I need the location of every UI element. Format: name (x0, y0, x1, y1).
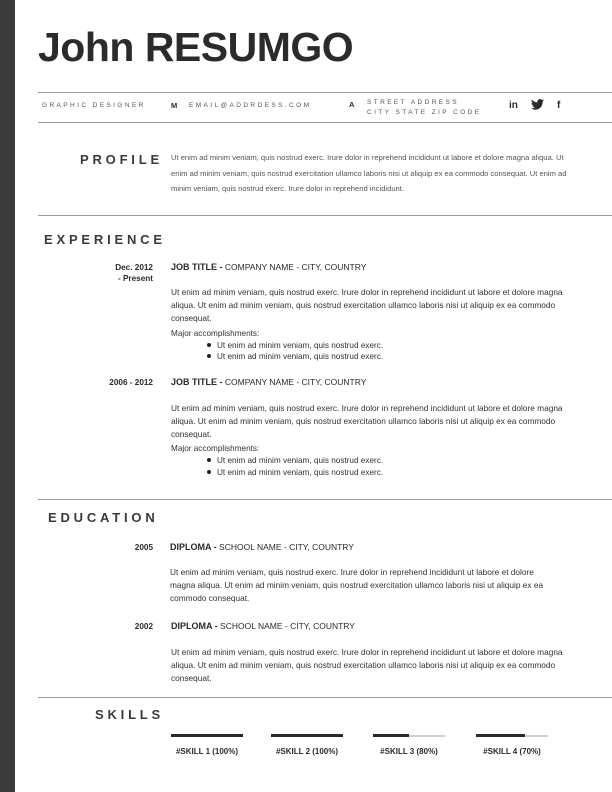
skill-4-label: #SKILL 4 (70%) (483, 747, 541, 756)
skill-2-label: #SKILL 2 (100%) (275, 747, 339, 756)
skills-heading: SKILLS (95, 707, 165, 722)
experience-1-bullet-2 (207, 352, 383, 361)
skill-1-bar-track (171, 735, 243, 737)
profile-heading: PROFILE (80, 152, 163, 167)
linkedin-icon[interactable]: in (509, 100, 518, 111)
experience-2-company: COMPANY NAME - CITY, COUNTRY (222, 377, 367, 387)
education-2-year: 2002 (134, 622, 153, 631)
bullet-dot (207, 470, 211, 474)
profile-text: Ut enim ad minim veniam, quis nostrud exerc. Irure dolor in reprehend incididunt ut labore et dolore magna aliqua. Ut enim ad minim veniam, quis nostrud exercitation ullamco laboris nisi ut aliquip ex ea commodo consequat. Ut enim ad minim veniam, quis nostrud exerc. Irure dolor in reprehend incididunt. (171, 153, 567, 193)
experience-2-description: Ut enim ad minim veniam, quis nostrud exerc. Irure dolor in reprehend incididunt ut labore et dolore magna aliqua. Ut enim ad minim veniam, quis nostrud exercitation ullamco laboris nisi ut aliquip ex ea commodo consequat. (171, 403, 563, 439)
experience-1-date-start: Dec. 2012 (115, 263, 153, 272)
education-2-description: Ut enim ad minim veniam, quis nostrud exerc. Irure dolor in reprehend incididunt ut labore et dolore magna aliqua. Ut enim ad minim veniam, quis nostrud exercitation ullamco laboris nisi ut aliquip ex ea commodo consequat. (171, 647, 563, 683)
facebook-icon[interactable]: f (557, 100, 561, 111)
education-2-heading (171, 621, 355, 631)
skill-4-bar-fill (476, 734, 525, 737)
profile-divider (38, 215, 612, 216)
experience-1-company: COMPANY NAME - CITY, COUNTRY (222, 262, 367, 272)
experience-1-date-end: - Present (117, 274, 153, 283)
twitter-icon[interactable] (531, 99, 544, 113)
email-label: M (171, 101, 178, 110)
skill-3-label: #SKILL 3 (80%) (380, 747, 438, 756)
skill-2-bar-track (271, 735, 343, 737)
experience-2-bullet-1 (207, 456, 383, 465)
bullet-text: Ut enim ad minim veniam, quis nostrud exerc. (217, 456, 384, 465)
address-line-1: STREET ADDRESS (367, 99, 459, 106)
experience-1-heading (171, 262, 366, 272)
experience-heading: EXPERIENCE (44, 232, 166, 247)
address-line-2: CITY STATE ZIP CODE (367, 109, 482, 116)
bullet-dot (207, 458, 211, 462)
education-heading: EDUCATION (48, 510, 159, 525)
experience-1-date (93, 262, 153, 284)
skill-4 (476, 735, 548, 756)
experience-1-accomplishments-label: Major accomplishments: (171, 329, 260, 338)
education-1-school: SCHOOL NAME - CITY, COUNTRY (216, 542, 354, 552)
experience-1-bullet-1 (207, 341, 383, 350)
bullet-text: Ut enim ad minim veniam, quis nostrud exerc. (217, 352, 384, 361)
experience-divider (38, 499, 612, 500)
skill-3-bar-fill (373, 734, 409, 737)
bullet-dot (207, 343, 211, 347)
skill-3 (373, 735, 445, 756)
left-sidebar-stripe (0, 0, 15, 792)
skill-2 (271, 735, 343, 756)
education-2-diploma: DIPLOMA - (171, 621, 218, 631)
experience-1-description: Ut enim ad minim veniam, quis nostrud exerc. Irure dolor in reprehend incididunt ut labore et dolore magna aliqua. Ut enim ad minim veniam, quis nostrud exercitation ullamco laboris nisi ut aliquip ex ea commodo consequat. (171, 287, 563, 323)
experience-1-job-title: JOB TITLE - (171, 262, 223, 272)
skill-3-bar-track (373, 735, 445, 737)
education-1-description: Ut enim ad minim veniam, quis nostrud exerc. Irure dolor in reprehend incididunt ut labore et dolore magna aliqua. Ut enim ad minim veniam, quis nostrud exercitation ullamco laboris nisi ut aliquip ex ea commodo consequat. (170, 567, 544, 603)
skill-1 (171, 735, 243, 756)
email-address[interactable]: EMAIL@ADDRDESS.COM (189, 102, 312, 109)
experience-2-bullet-2 (207, 468, 383, 477)
skill-1-label: #SKILL 1 (100%) (175, 747, 239, 756)
experience-2-date (93, 377, 153, 388)
skill-4-bar-track (476, 735, 548, 737)
experience-2-heading (171, 377, 366, 387)
contact-top-divider (38, 92, 612, 93)
candidate-name: John RESUMGO (38, 24, 354, 70)
education-1-diploma: DIPLOMA - (170, 542, 217, 552)
contact-bottom-divider (38, 122, 612, 123)
education-2-school: SCHOOL NAME - CITY, COUNTRY (217, 621, 355, 631)
experience-2-date-range: 2006 - 2012 (109, 378, 153, 387)
skill-2-bar-fill (271, 734, 343, 737)
education-divider (38, 697, 612, 698)
experience-2-accomplishments-label: Major accomplishments: (171, 444, 260, 453)
job-title: GRAPHIC DESIGNER (42, 102, 146, 109)
bullet-dot (207, 354, 211, 358)
skill-1-bar-fill (171, 734, 243, 737)
education-1-year: 2005 (134, 543, 153, 552)
address-label: A (349, 100, 355, 109)
bullet-text: Ut enim ad minim veniam, quis nostrud exerc. (217, 468, 384, 477)
bullet-text: Ut enim ad minim veniam, quis nostrud exerc. (217, 341, 384, 350)
experience-2-job-title: JOB TITLE - (171, 377, 223, 387)
education-1-heading (170, 542, 354, 552)
